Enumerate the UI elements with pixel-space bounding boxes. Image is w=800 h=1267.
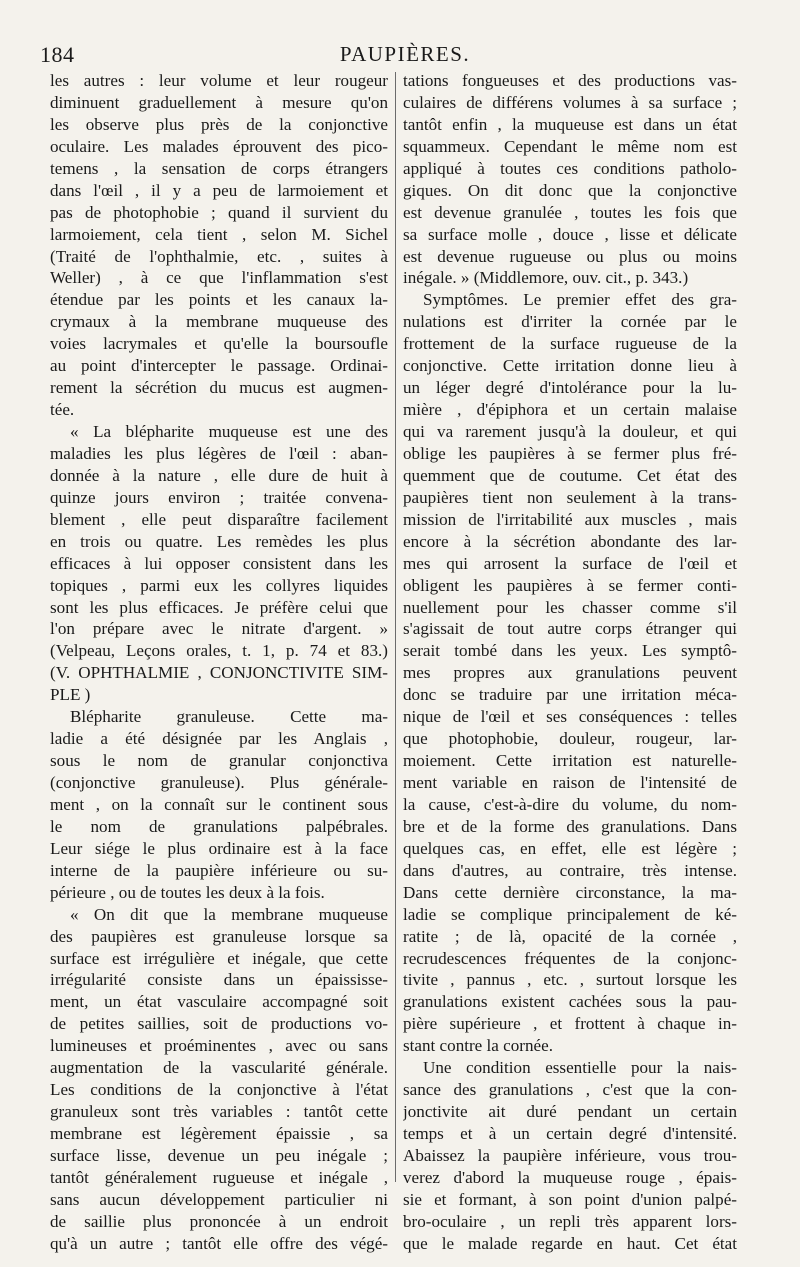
text-line: (conjonctive granuleuse). Plus générale- [50, 773, 388, 792]
text-line: conjonctive. Cette irritation donne lieu à [403, 356, 737, 376]
text-line: (V. OPHTHALMIE , CONJONCTIVITE SIM- [50, 663, 388, 683]
text-line: voies lacrymales et qu'elle la boursoufle [50, 334, 388, 354]
text-line: bre et de la forme des granulations. Dans [403, 816, 737, 836]
text-line: dans l'œil , il y a peu de larmoiement et [50, 180, 388, 200]
text-line: les observe plus près de la conjonctive [50, 114, 388, 134]
text-line: ladie a été désignée par les Anglais , [50, 729, 388, 749]
text-line: larmoiement, cela tient , selon M. Sichel [50, 224, 388, 244]
text-line: la cause, c'est-à-dire du volume, du nom- [403, 794, 737, 814]
column-divider [395, 72, 396, 1182]
text-line: stant contre la cornée. [403, 1036, 553, 1056]
page-header [40, 38, 770, 68]
text-line: mission de l'irritabilité aux muscles , mais [403, 509, 737, 529]
text-line: (Velpeau, Leçons orales, t. 1, p. 74 et 83.) [50, 641, 388, 661]
text-line: blement , elle peut disparaître facilement [50, 509, 388, 529]
text-line: tantôt enfin , la muqueuse est dans un état [403, 114, 737, 134]
text-line: squammeux. Cependant le même nom est [403, 136, 737, 156]
text-line: dans d'autres, au contraire, très intense. [403, 860, 737, 880]
text-line: jonctivite ait duré pendant un certain [403, 1102, 737, 1122]
text-line: granulations existent cachées sous la pau- [403, 992, 737, 1012]
text-line: nulations est d'irriter la cornée par le [403, 312, 737, 332]
text-line: Abaissez la paupière inférieure, vous trou- [403, 1145, 737, 1165]
text-line: lumineuses et proéminentes , avec ou sans [50, 1036, 388, 1056]
text-line: donnée à la nature , elle dure de huit à [50, 465, 388, 485]
text-line: maladies les plus légères de l'œil : aban- [50, 443, 388, 463]
text-line: Leur siége le plus ordinaire est à la face [50, 838, 388, 858]
text-line: inégale. » (Middlemore, ouv. cit., p. 343.) [403, 268, 689, 288]
text-line: pière supérieure , et frottent à chaque in- [403, 1014, 737, 1034]
text-line: Dans cette dernière circonstance, la ma- [403, 882, 737, 902]
text-line: quinze jours environ ; traitée convena- [50, 487, 388, 507]
text-line: qui va rarement jusqu'à la douleur, et qui [403, 422, 737, 441]
text-line: rement la sécrétion du mucus est augmen- [50, 378, 388, 398]
text-line: qu'à un autre ; tantôt elle offre des végé- [50, 1233, 388, 1253]
text-line: ladie se complique principalement de ké- [403, 904, 737, 924]
text-line: PLE ) [50, 685, 91, 705]
text-line: mes qui arrosent la surface de l'œil et [403, 553, 737, 573]
text-line: Symptômes. Le premier effet des gra- [423, 290, 737, 310]
text-line: l'on prépare avec le nitrate d'argent. » [50, 619, 388, 639]
text-line: tivite , pannus , etc. , surtout lorsque les [403, 970, 737, 990]
text-line: ment, un état vasculaire accompagné soit [50, 992, 388, 1012]
text-line: diminuent graduellement à mesure qu'on [50, 92, 388, 112]
text-line: temens , la sensation de corps étrangers [50, 158, 388, 178]
text-line: est devenue granulée , toutes les fois que [403, 202, 737, 222]
text-line: sont les plus efficaces. Je préfère celui que [50, 597, 388, 617]
text-line: de petites saillies, soit de productions vo- [50, 1014, 388, 1034]
text-line: granuleux sont très variables : tantôt cette [50, 1102, 388, 1122]
text-line: s'agissait de tout autre corps étranger qui [403, 619, 737, 639]
text-line: irrégularité consiste dans un épaississe- [50, 970, 388, 990]
text-line: serait tombé dans les yeux. Les symptô- [403, 641, 737, 661]
text-line: (Traité de l'ophthalmie, etc. , suites à [50, 246, 388, 266]
text-line: bro-oculaire , un repli très apparent lors- [403, 1211, 737, 1231]
text-line: nuellement pour les chasser comme s'il [403, 597, 737, 617]
text-line: mière , d'épiphora et un certain malaise [403, 400, 737, 420]
text-line: Une condition essentielle pour la nais- [423, 1058, 737, 1078]
text-line: verez d'abord la muqueuse rouge , épais- [403, 1167, 737, 1187]
text-line: pas de photophobie ; quand il survient du [50, 202, 388, 222]
text-line: surface lisse, devenue un peu inégale ; [50, 1145, 388, 1165]
text-line: sie et formant, à son point d'union palpé- [403, 1189, 737, 1209]
text-line: crymaux à la membrane muqueuse des [50, 312, 388, 332]
text-line: ment variable en raison de l'intensité de [403, 773, 737, 792]
text-line: tations fongueuses et des productions vas- [403, 71, 737, 90]
text-line: ratite ; de là, opacité de la cornée , [403, 926, 737, 946]
text-line: de saillie plus prononcée à un endroit [50, 1211, 388, 1231]
text-line: moiement. Cette irritation est naturelle- [403, 751, 737, 771]
text-line: sans aucun développement particulier ni [50, 1189, 388, 1209]
text-line: tée. [50, 400, 75, 420]
text-line: au point d'intercepter le passage. Ordinai- [50, 356, 388, 376]
text-line: augmentation de la vascularité générale. [50, 1058, 388, 1078]
text-line: oblige les paupières à se fermer plus fré- [403, 443, 737, 463]
text-line: appliqué à toutes ces conditions patholo- [403, 158, 737, 178]
text-line: surface est irrégulière et inégale, que cette [50, 948, 388, 968]
text-line: sa surface molle , douce , lisse et délicate [403, 224, 737, 244]
text-line: « On dit que la membrane muqueuse [70, 904, 388, 924]
text-line: paupières tient non seulement à la trans- [403, 487, 737, 507]
text-line: encore à la sécrétion abondante des lar- [403, 531, 737, 551]
text-line: Blépharite granuleuse. Cette ma- [70, 707, 388, 727]
text-line: temps et à un certain degré d'intensité. [403, 1124, 737, 1143]
text-line: que photophobie, douleur, rougeur, lar- [403, 729, 737, 749]
text-line: un léger degré d'intolérance pour la lu- [403, 378, 737, 398]
text-line: tantôt généralement rugueuse et inégale , [50, 1167, 388, 1187]
text-line: quelques cas, en effet, elle est légère ; [403, 838, 737, 858]
text-line: frottement de la surface rugueuse de la [403, 334, 737, 354]
text-line: giques. On dit donc que la conjonctive [403, 180, 737, 200]
text-line: obligent les paupières à se fermer conti- [403, 575, 737, 595]
text-line: efficaces à lui opposer consistent dans les [50, 553, 388, 573]
text-line: en trois ou quatre. Les remèdes les plus [50, 531, 388, 551]
text-line: les autres : leur volume et leur rougeur [50, 71, 388, 90]
text-line: que le malade regarde en haut. Cet état [403, 1233, 737, 1253]
text-line: Weller) , à ce que l'inflammation s'est [50, 268, 388, 288]
text-line: Les conditions de la conjonctive à l'état [50, 1080, 388, 1100]
text-line: oculaire. Les malades éprouvent des pico- [50, 136, 388, 156]
text-line: étendue par les points et les canaux la- [50, 290, 388, 310]
text-line: sous le nom de granular conjonctiva [50, 751, 388, 771]
page-number: 184 [40, 42, 75, 67]
text-line: « La blépharite muqueuse est une des [70, 422, 388, 441]
text-line: recrudescences fréquentes de la conjonc- [403, 948, 737, 968]
text-line: ment , on la connaît sur le continent sous [50, 794, 388, 814]
right-text-column [403, 70, 737, 1255]
text-line: membrane est légèrement épaissie , sa [50, 1124, 388, 1143]
text-line: le nom de granulations palpébrales. [50, 816, 388, 836]
text-line: topiques , parmi eux les collyres liquides [50, 575, 388, 595]
text-line: périeure , ou de toutes les deux à la fois. [50, 882, 325, 902]
text-line: est devenue rugueuse ou plus ou moins [403, 246, 737, 266]
text-line: nique de l'œil et ses conséquences : telles [403, 707, 737, 727]
text-line: quemment que de coutume. Cet état des [403, 465, 737, 485]
text-line: des paupières est granuleuse lorsque sa [50, 926, 388, 946]
text-line: culaires de différens volumes à sa surface ; [403, 92, 737, 112]
running-head: PAUPIÈRES. [339, 42, 471, 66]
text-line: interne de la paupière inférieure ou su- [50, 860, 388, 880]
left-text-column [50, 70, 388, 1255]
text-line: mes propres aux granulations peuvent [403, 663, 737, 683]
text-line: donc se traduire par une irritation méca- [403, 685, 737, 705]
text-line: sance des granulations , c'est que la con- [403, 1080, 737, 1100]
